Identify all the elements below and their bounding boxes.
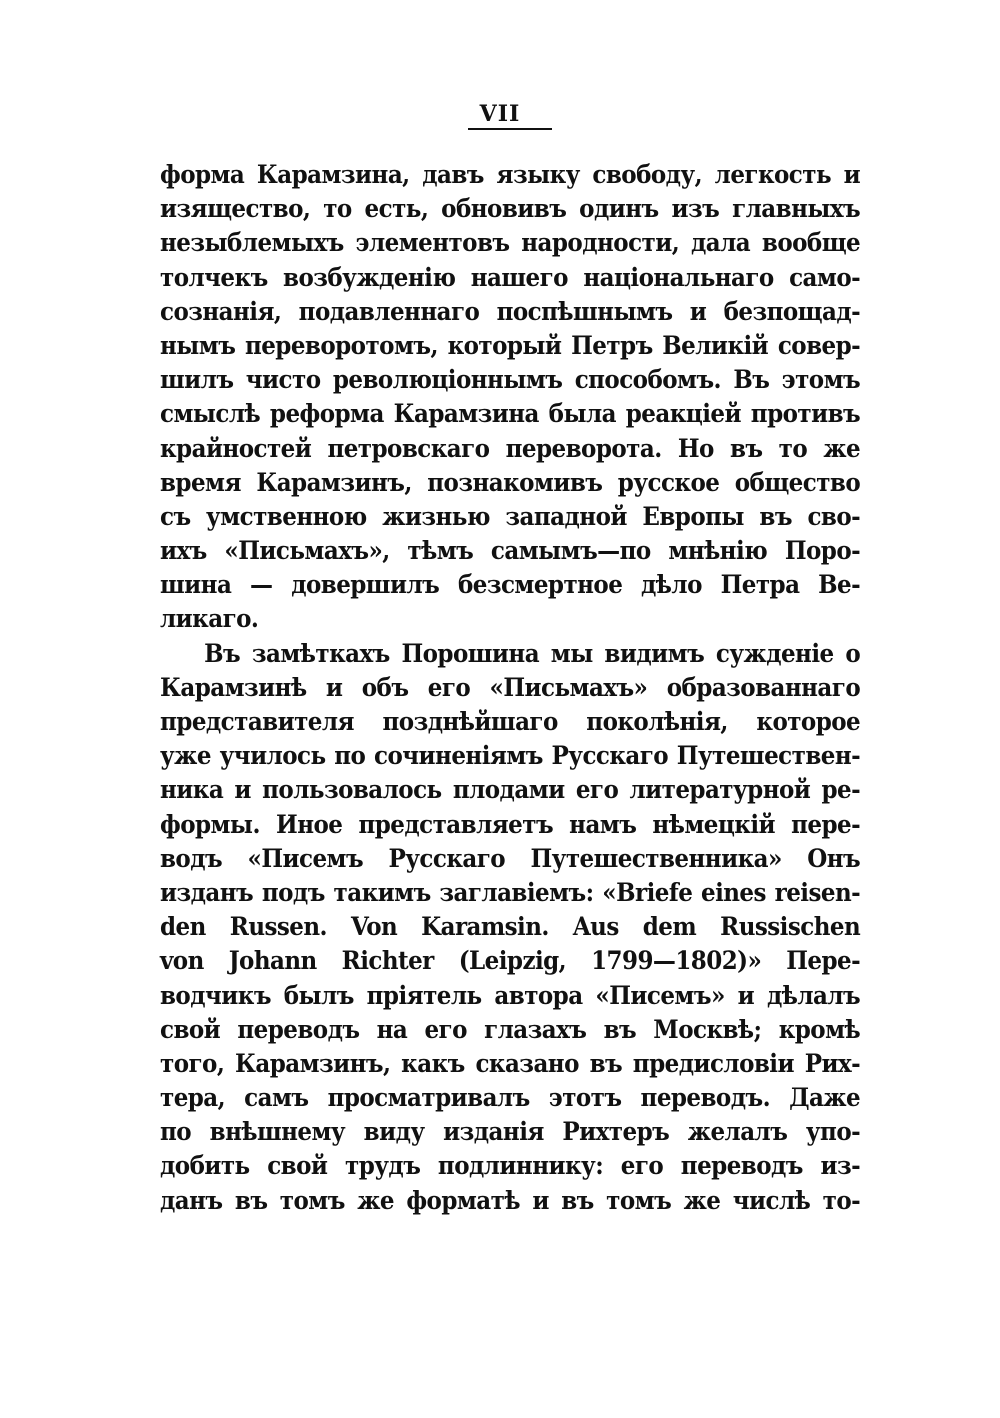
text-line: ликаго.	[160, 604, 259, 634]
text-line: добить свой трудъ подлиннику: его переводъ из-	[160, 1151, 861, 1181]
text-line: по внѣшнему виду изданія Рихтеръ желалъ упо-	[160, 1117, 861, 1147]
text-line: ника и пользовалось плодами его литературной ре-	[160, 775, 861, 805]
text-line: изданъ подъ такимъ заглавіемъ: «Briefe eines reisen-	[160, 877, 861, 907]
page-number-rule	[468, 128, 552, 130]
text-line: ихъ «Письмахъ», тѣмъ самымъ—по мнѣнію Поро-	[160, 536, 861, 566]
text-line: съ умственною жизнью западной Европы въ сво-	[160, 501, 861, 531]
text-line: водчикъ былъ пріятель автора «Писемъ» и дѣлалъ	[160, 980, 861, 1010]
text-line: формы. Иное представляетъ намъ нѣмецкій пере-	[160, 809, 861, 839]
page-number: VII	[479, 101, 521, 127]
text-line: того, Карамзинъ, какъ сказано въ предисловіи Рих-	[160, 1048, 861, 1078]
text-line: шилъ чисто революціоннымъ способомъ. Въ этомъ	[160, 365, 861, 395]
text-line: нымъ переворотомъ, который Петръ Великій совер-	[160, 330, 861, 360]
text-line: von Johann Richter (Leipzig, 1799—1802)» Пере-	[160, 946, 861, 976]
text-line: шина — довершилъ безсмертное дѣло Петра Ве-	[160, 570, 861, 600]
text-line: незыблемыхъ элементовъ народности, дала вообще	[160, 228, 861, 258]
text-line: водъ «Писемъ Русскаго Путешественника» Онъ	[160, 843, 861, 873]
text-line: крайностей петровскаго переворота. Но въ то же	[160, 433, 861, 463]
body-text	[160, 158, 860, 1218]
text-line: представителя позднѣйшаго поколѣнія, которое	[160, 707, 861, 736]
text-line: уже училось по сочиненіямъ Русскаго Путешествен-	[160, 741, 861, 771]
text-line: смыслѣ реформа Карамзина была реакціей противъ	[160, 399, 861, 429]
text-line: свой переводъ на его глазахъ въ Москвѣ; кромѣ	[160, 1014, 861, 1044]
text-line: данъ въ томъ же форматѣ и въ томъ же числѣ то-	[160, 1185, 861, 1215]
text-line: тера, самъ просматривалъ этотъ переводъ. Даже	[160, 1083, 861, 1113]
text-line: толчекъ возбужденію нашего національнаго само-	[160, 262, 861, 292]
text-line: Карамзинѣ и объ его «Письмахъ» образованнаго	[160, 672, 861, 702]
paragraph-1	[160, 158, 860, 637]
text-line: форма Карамзина, давъ языку свободу, легкость и	[160, 160, 861, 189]
text-line: время Карамзинъ, познакомивъ русское общество	[160, 467, 861, 497]
text-line: изящество, то есть, обновивъ одинъ изъ главныхъ	[160, 194, 861, 224]
text-line: den Russen. Von Karamsin. Aus dem Russischen	[160, 912, 861, 942]
paragraph-2	[160, 637, 860, 1218]
text-line: Въ замѣткахъ Порошина мы видимъ сужденіе о	[204, 638, 861, 668]
text-line: сознанія, подавленнаго поспѣшнымъ и безпощад-	[160, 296, 861, 326]
